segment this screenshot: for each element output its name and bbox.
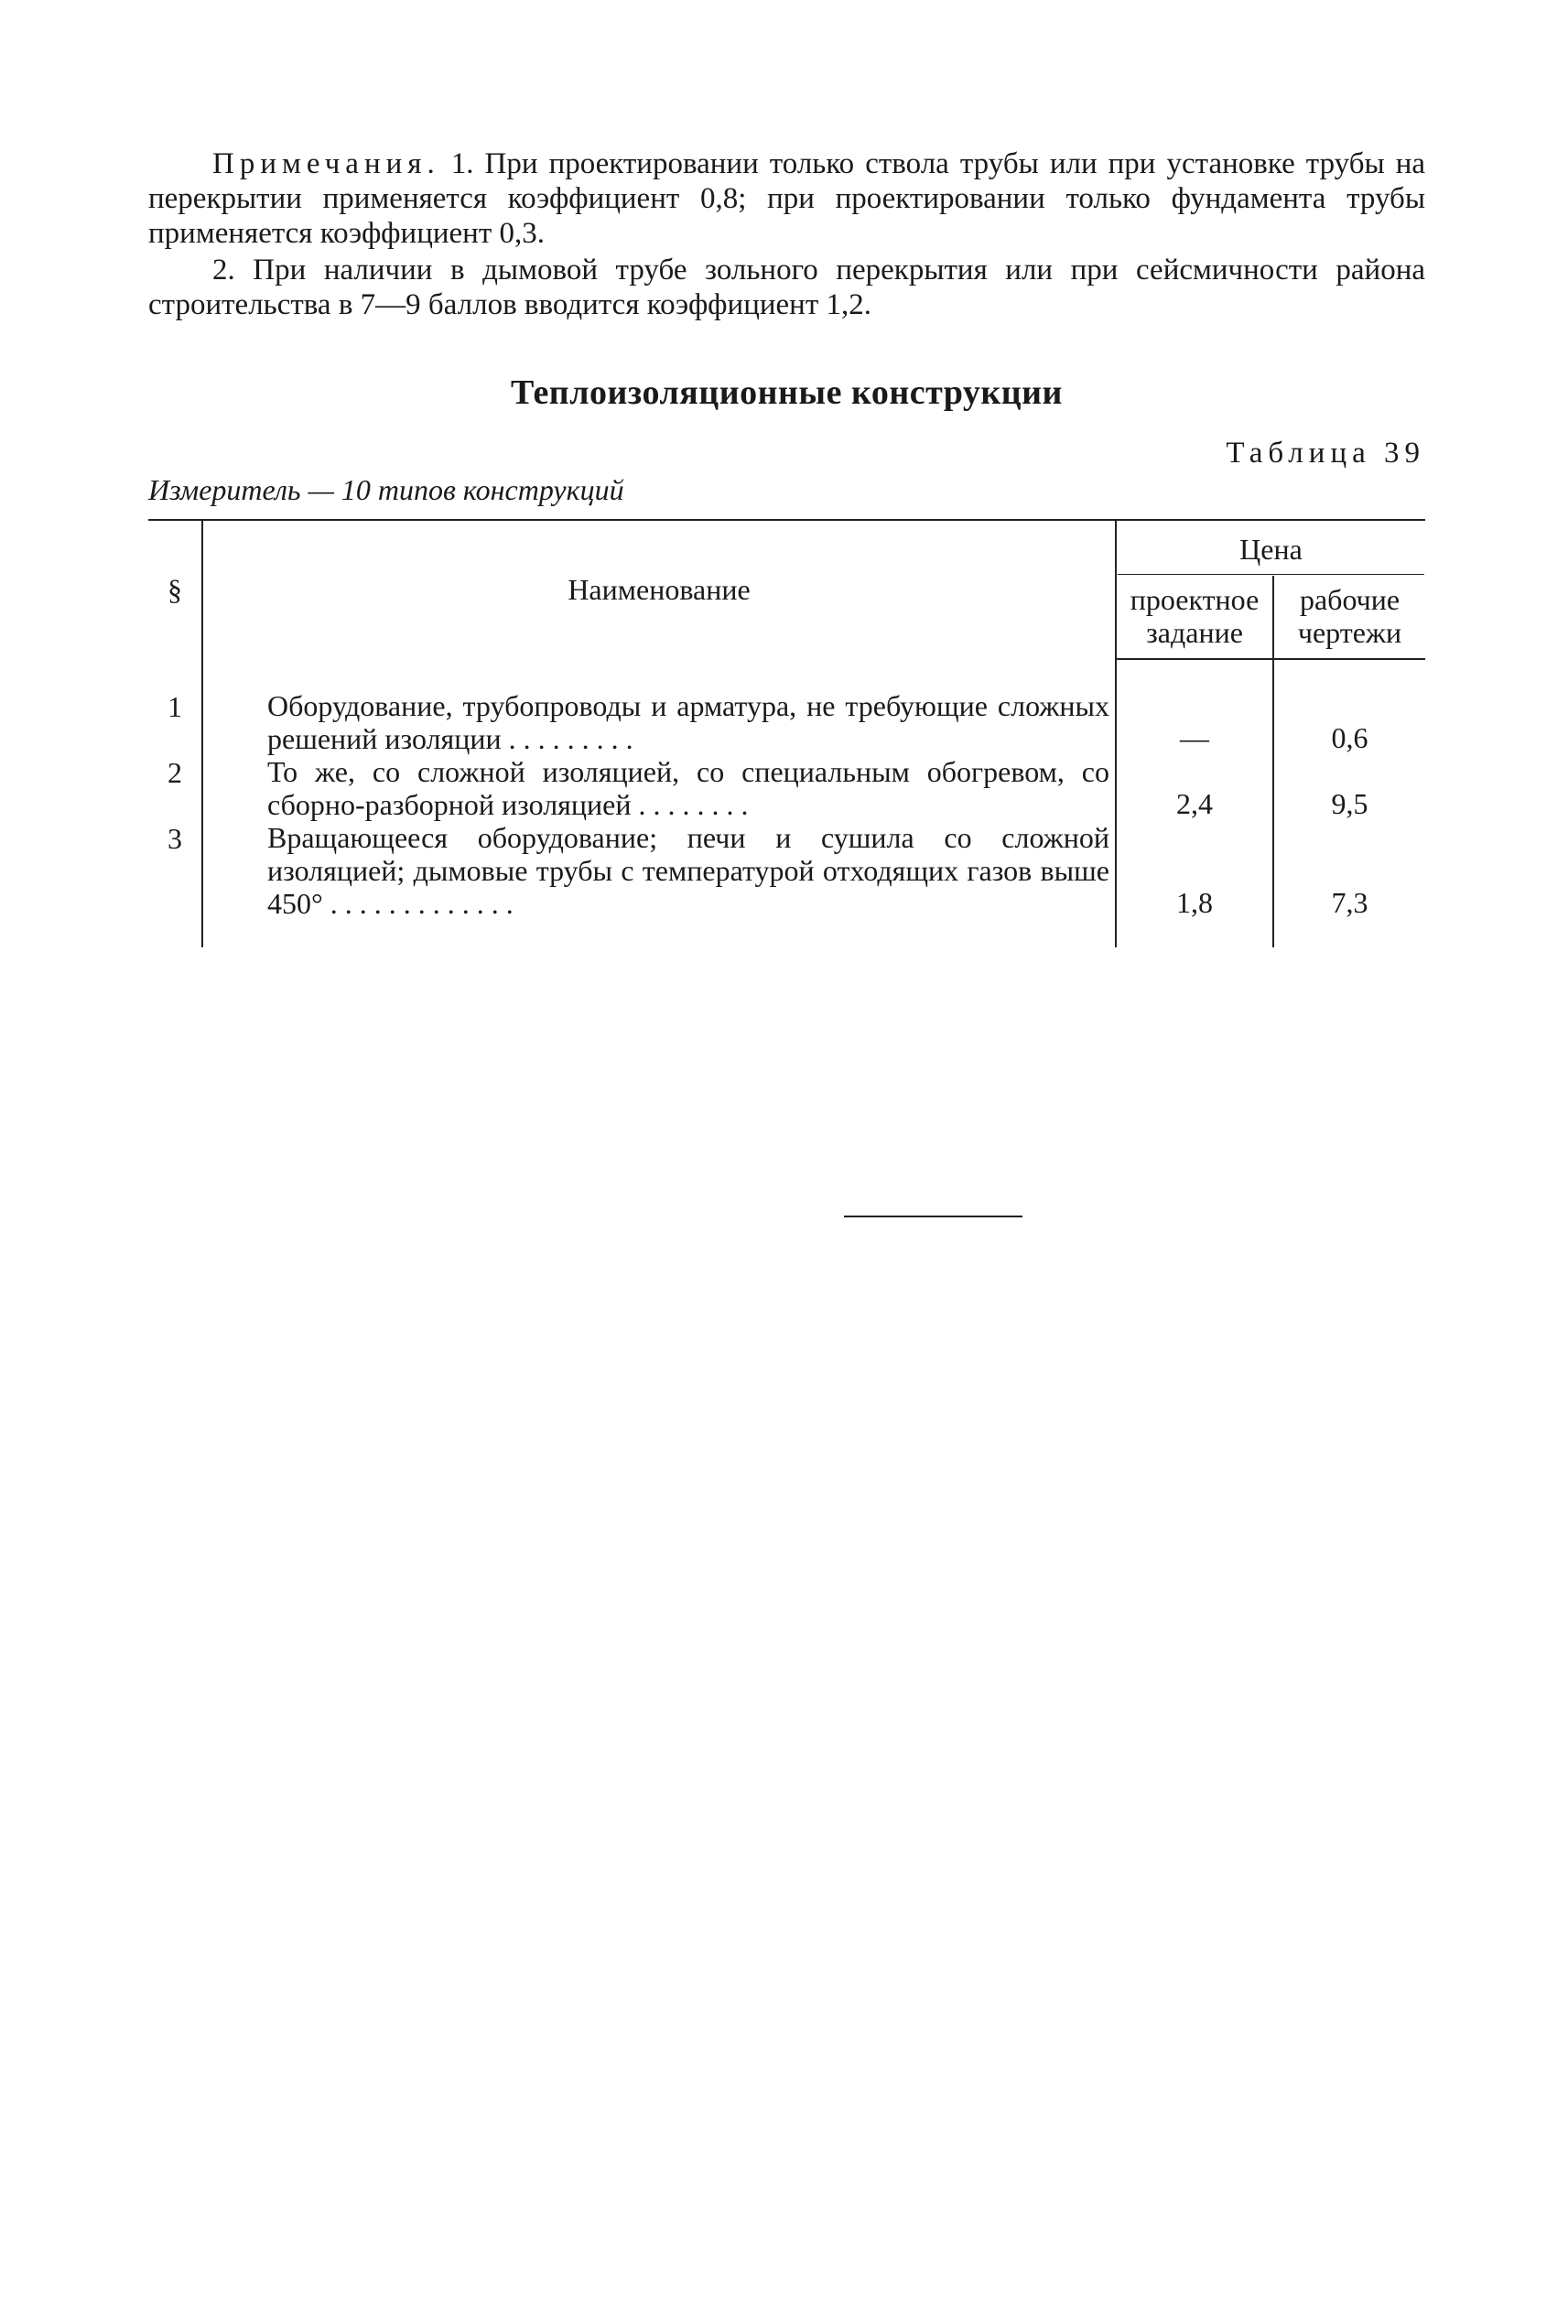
header-working-drawings: рабочие чертежи [1273, 576, 1425, 659]
table-row [148, 689, 1425, 755]
row-project-price: 1,8 [1116, 821, 1273, 920]
table-header-row [148, 520, 1425, 576]
header-price-cell [1116, 520, 1425, 576]
note-1-text: 1. При проектировании только ствола трубы или при установке трубы на перекрытии применяется коэффициент 0,8; при проектировании только фундамента трубы применяется коэффициент 0,3. [148, 147, 1426, 250]
end-rule [844, 1216, 1022, 1217]
row-name: Вращающееся оборудование; печи и сушила со сложной изоляцией; дымовые трубы с температурой отходящих газов выше 450° . . . . . . . . . . . . . [202, 821, 1116, 920]
row-working-price: 0,6 [1331, 721, 1368, 754]
header-name: Наименование [202, 520, 1116, 659]
row-working-price: 7,3 [1331, 886, 1368, 919]
row-num: 1 [148, 689, 202, 755]
measure-unit: Измеритель — 10 типов конструкций [148, 473, 624, 506]
row-working-price: 9,5 [1331, 787, 1368, 820]
price-table [148, 519, 1425, 947]
row-num: 3 [148, 821, 202, 920]
table-row [148, 755, 1425, 821]
table-caption-row [148, 437, 1425, 519]
table-number: Таблица 39 [1226, 437, 1425, 470]
row-project-price: 2,4 [1116, 755, 1273, 821]
row-project-price: — [1116, 689, 1273, 755]
notes-block [148, 146, 1425, 322]
row-name: Оборудование, трубопроводы и арматура, не требующие сложных решений изоляции . . . . . . . . . [202, 689, 1116, 755]
note-1 [148, 146, 1425, 251]
section-title: Теплоизоляционные конструкции [511, 373, 1063, 412]
notes-label: Примечания. [212, 147, 440, 180]
note-2: 2. При наличии в дымовой трубе зольного перекрытия или при сейсмичности района строительства в 7—9 баллов вводится коэффициент 1,2. [148, 254, 1425, 321]
header-section-sign: § [148, 520, 202, 659]
row-num: 2 [148, 755, 202, 821]
table-row [148, 821, 1425, 920]
header-price: Цена [1118, 522, 1424, 575]
header-project-task: проектное задание [1116, 576, 1273, 659]
row-name: То же, со сложной изоляцией, со специальным обогревом, со сборно-разборной изоляцией . . . . . . . . [202, 755, 1116, 821]
document-page [148, 146, 1425, 947]
